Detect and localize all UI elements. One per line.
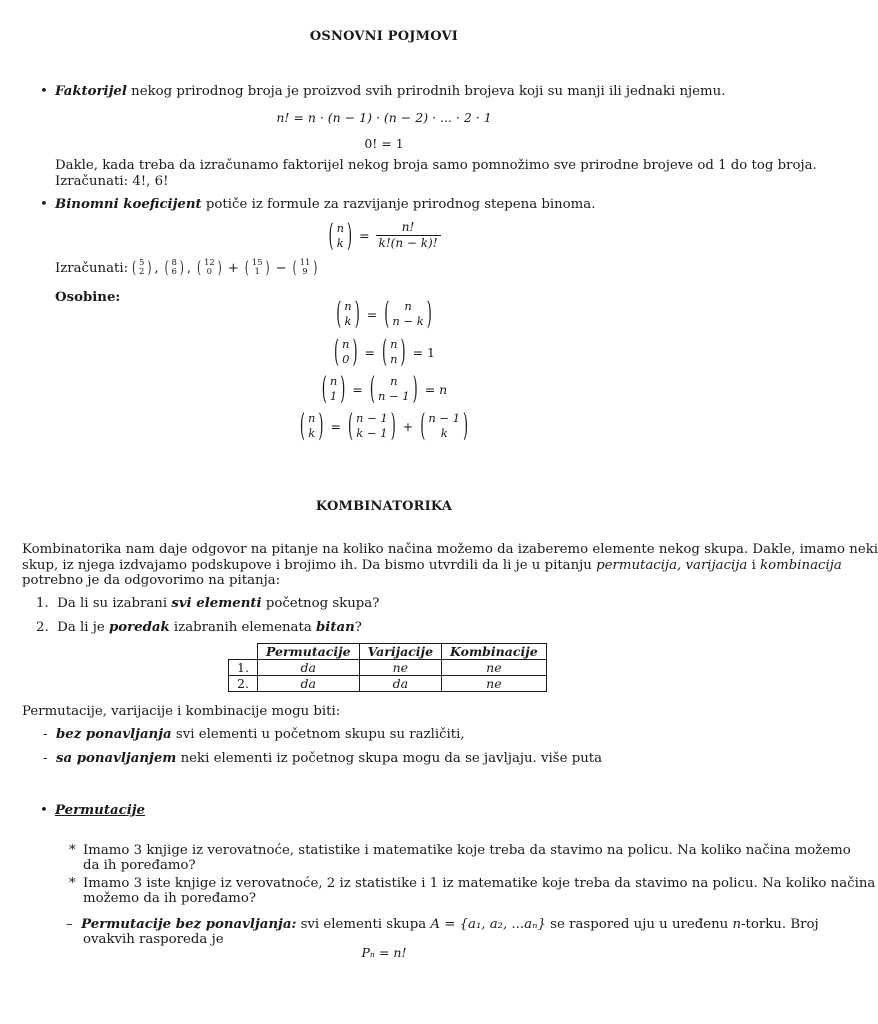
- bez-ponavljanja-line-2: ovakvih rasporeda je: [83, 932, 224, 947]
- table-header: Kombinacije: [442, 644, 547, 660]
- exercise-separator: ,: [154, 260, 159, 276]
- table-header: Permutacije: [257, 644, 359, 660]
- question-2: 2. Da li je poredak izabranih elemenata bitan?: [36, 620, 362, 635]
- binomni-exercise: Izračunati: ( 5 2 ) , ( 8 6 ) , ( 12 0 ) + ( 15 1 ) − ( 11 9 ): [55, 258, 318, 278]
- intro-line-3: potrebno je da odgovorimo na pitanja:: [22, 573, 281, 588]
- bez-ponavljanja-item: - bez ponavljanja svi elementi u početnom skupu su različiti,: [43, 727, 465, 742]
- faktorijel-explanation: Dakle, kada treba da izračunamo faktorijel nekog broja samo pomnožimo sve prirodne brojeve od 1 do tog broja.: [55, 158, 817, 173]
- question-1: 1. Da li su izabrani svi elementi početnog skupa?: [36, 596, 380, 611]
- table-header: Varijacije: [359, 644, 441, 660]
- section-title-osnovni-pojmovi: OSNOVNI POJMOVI: [309, 29, 459, 44]
- faktorijel-term: Faktorijel: [55, 84, 127, 99]
- exercise-binomial: ( 11 9 ): [292, 258, 318, 278]
- binomni-paragraph: [55, 196, 595, 213]
- faktorijel-paragraph: [55, 83, 725, 100]
- intro-line-2: skup, iz njega izdvajamo podskupove i brojimo ih. Da bismo utvrdili da li je u pitanju permutacija, varijacija i kombinacija: [22, 558, 842, 573]
- bez-ponavljanja-definition: – Permutacije bez ponavljanja: svi elementi skupa A = {a₁, a₂, ...aₙ} se raspored uju u uređenu n-torku. Broj: [66, 917, 819, 932]
- zero-factorial: 0! = 1: [364, 136, 404, 151]
- intro-line-1: Kombinatorika nam daje odgovor na pitanje na koliko načina možemo da izaberemo elemente nekog skupa. Dakle, imamo neki: [22, 542, 878, 557]
- faktorijel-formula: n! = n · (n − 1) · (n − 2) · ... · 2 · 1: [276, 110, 492, 125]
- permutation-formula: Pₙ = n!: [361, 945, 407, 960]
- exercise-separator: ,: [186, 260, 192, 276]
- property-zero-n: ( n 0 ) = ( n n ) = 1: [333, 334, 436, 370]
- faktorijel-exercise: Izračunati: 4!, 6!: [55, 174, 169, 189]
- binomni-term: Binomni koeficijent: [55, 197, 202, 212]
- exercise-binomial: ( 8 6 ): [164, 258, 184, 278]
- exercise-binomial: ( 12 0 ): [197, 258, 222, 278]
- section-title-kombinatorika: KOMBINATORIKA: [315, 499, 453, 514]
- binomni-definition: potiče iz formule za razvijanje prirodnog stepena binoma.: [201, 197, 596, 212]
- exercise-separator: −: [275, 260, 287, 276]
- example-1-star: *: [69, 843, 76, 858]
- example-1-line-1: Imamo 3 knjige iz verovatnoće, statistike i matematike koje treba da stavimo na policu. Na koliko načina možemo: [83, 843, 851, 858]
- binomial-definition-formula: ( n k ) = $\frac{n!}{k!(n - k)!}$: [0, 220, 768, 251]
- example-2-star: *: [69, 876, 76, 891]
- comparison-table: [228, 643, 547, 692]
- property-symmetry: ( n k ) = ( n n − k ): [336, 296, 432, 332]
- sa-ponavljanjem-item: - sa ponavljanjem neki elementi iz početnog skupa mogu da se javljaju. više puta: [43, 751, 603, 766]
- exercise-binomial: ( 5 2 ): [132, 258, 152, 278]
- example-1-line-2: da ih poređamo?: [83, 858, 196, 873]
- osobine-label: Osobine:: [55, 290, 121, 305]
- property-pascal: ( n k ) = ( n − 1 k − 1 ) + ( n − 1 k ): [299, 408, 469, 444]
- binomial-fraction: $\frac{n!}{k!(n - k)!}$: [376, 220, 441, 251]
- table-row: 1. da ne ne: [229, 660, 547, 676]
- property-one: ( n 1 ) = ( n n − 1 ) = n: [321, 371, 448, 407]
- table-row: 2. da da ne: [229, 676, 547, 692]
- example-2-line-1: Imamo 3 iste knjige iz verovatnoće, 2 iz statistike i 1 iz matematike koje treba da stavimo na policu. Na koliko načina: [83, 876, 876, 891]
- exercise-separator: +: [227, 260, 239, 276]
- faktorijel-definition: nekog prirodnog broja je proizvod svih prirodnih brojeva koji su manji ili jednaki njemu.: [126, 84, 726, 99]
- example-2-line-2: možemo da ih poređamo?: [83, 891, 256, 906]
- exercise-binomial: ( 15 1 ): [244, 258, 270, 278]
- binomial-n-k: ( n k ): [328, 217, 353, 254]
- permutacije-heading: • Permutacije: [55, 802, 145, 819]
- mogu-biti-intro: Permutacije, varijacije i kombinacije mogu biti:: [22, 704, 341, 719]
